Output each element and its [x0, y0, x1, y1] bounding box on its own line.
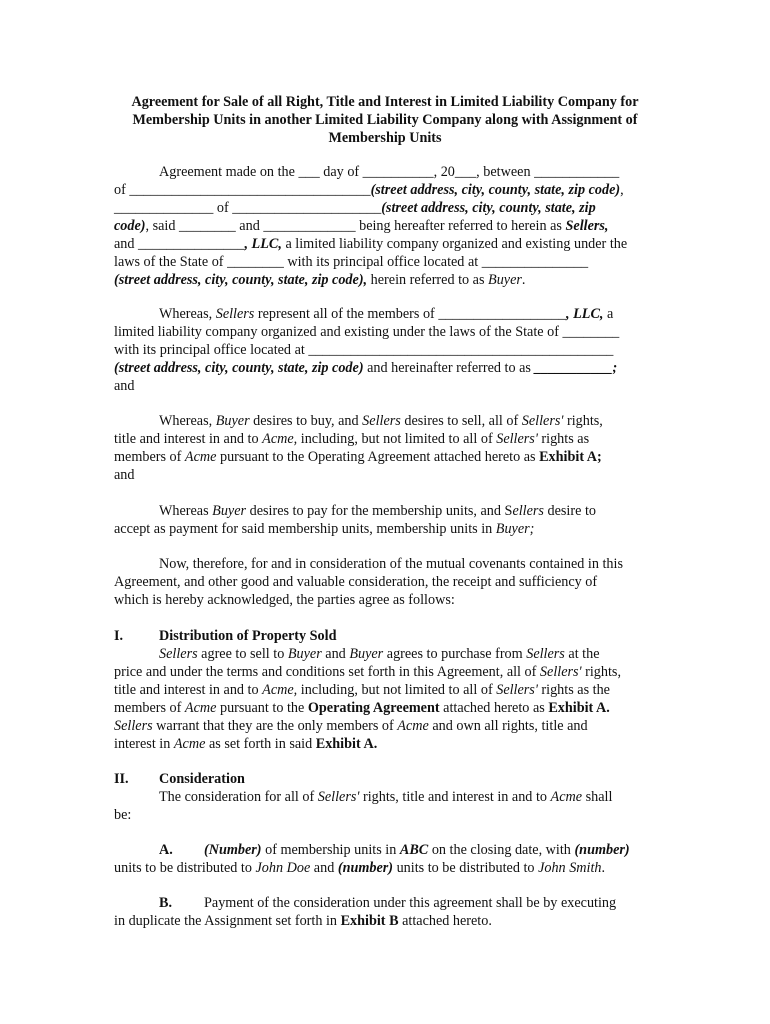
text-run: Acme — [184, 449, 217, 465]
text-run: Sellers' — [496, 682, 538, 698]
text-run: (street address, city, county, state, zip code), — [114, 272, 368, 288]
text-run: as set forth in said — [205, 736, 316, 752]
text-run: . — [601, 860, 606, 876]
text-run: accept as payment for said membership units, membership units in — [114, 521, 496, 537]
text-run: Agreement, and other good and valuable consideration, the receipt and sufficiency of — [114, 574, 598, 590]
text-run: including, but not limited to all of — [297, 682, 497, 698]
text-run: interest in — [114, 736, 174, 752]
text-run: Payment of the consideration under this agreement shall be by executing — [204, 895, 617, 911]
text-run: ___________; — [534, 360, 618, 376]
text-run: Acme — [184, 700, 217, 716]
whereas-paragraph — [114, 305, 659, 395]
text-run: attached hereto as — [439, 700, 549, 716]
text-run: Sellers — [114, 718, 153, 734]
document-title — [100, 93, 670, 147]
text-run: desires to sell, all of — [400, 413, 522, 429]
section-heading — [114, 627, 659, 645]
text-run: Acme — [550, 789, 583, 805]
text-run: . — [521, 272, 526, 288]
section-body — [114, 788, 659, 824]
section-number: II. — [114, 771, 129, 787]
intro-paragraph — [114, 163, 659, 289]
text-run: with its principal office located at ___________________________________________ — [114, 342, 614, 358]
section-title: Consideration — [159, 771, 245, 787]
text-run: Sellers' — [317, 789, 360, 805]
text-run: herein referred to as — [367, 272, 489, 288]
item-label: B. — [159, 895, 173, 911]
text-run: represent all of the members of __________________ — [254, 306, 567, 322]
text-run: a limited liability company organized and existing under the — [281, 236, 628, 252]
text-run: ellers — [512, 503, 544, 519]
text-run: attached hereto. — [398, 913, 492, 929]
text-run: code) — [114, 218, 146, 234]
text-run: John Doe — [255, 860, 311, 876]
whereas-paragraph — [114, 412, 659, 484]
text-run: , LLC, — [566, 306, 604, 322]
text-run: Sellers' — [539, 664, 582, 680]
text-run: rights as — [537, 431, 590, 447]
text-run: (street address, city, county, state, zip code) — [114, 360, 364, 376]
text-run: title and interest in and to — [114, 431, 263, 447]
text-run: including, but not limited to all of — [297, 431, 497, 447]
text-run: Exhibit A. — [548, 700, 610, 716]
text-run: Operating Agreement — [307, 700, 440, 716]
text-run: price and under the terms and conditions set forth in this Agreement, all of — [114, 664, 540, 680]
text-run: units to be distributed to — [114, 860, 256, 876]
text-run: John Smith — [538, 860, 602, 876]
now-therefore-paragraph — [114, 555, 659, 609]
text-run: and own all rights, title and — [428, 718, 588, 734]
text-run: Buyer; — [495, 521, 535, 537]
text-run: , — [620, 182, 624, 198]
text-run: of membership units in — [261, 842, 400, 858]
text-run: , LLC, — [244, 236, 282, 252]
consideration-item-a — [114, 841, 659, 877]
text-run: and _______________ — [114, 236, 245, 252]
text-run: members of — [114, 700, 185, 716]
text-run: which is hereby acknowledged, the parties agree as follows: — [114, 592, 455, 608]
text-run: be: — [114, 807, 132, 823]
text-run: shall — [582, 789, 613, 805]
text-run: Whereas, — [159, 413, 216, 429]
text-run: units to be distributed to — [393, 860, 539, 876]
consideration-item-b — [114, 894, 659, 930]
text-run: Acme — [397, 718, 429, 734]
text-run: rights, — [581, 664, 621, 680]
text-run: Exhibit A; — [539, 449, 602, 465]
text-run: desires to buy, and — [249, 413, 363, 429]
text-run: Whereas, — [159, 306, 216, 322]
text-run: ABC — [399, 842, 429, 858]
text-run: (street address, city, county, state, zip code) — [370, 182, 621, 198]
text-run: Agreement made on the ___ day of __________, 20___, between ____________ — [159, 164, 620, 180]
text-run: Acme, — [262, 682, 298, 698]
text-run: Sellers — [159, 646, 198, 662]
text-run: Now, therefore, for and in consideration of the mutual covenants contained in this — [159, 556, 623, 572]
text-run: warrant that they are the only members of — [152, 718, 398, 734]
text-run: agree to sell to — [197, 646, 288, 662]
text-run: pursuant to the Operating Agreement attached hereto as — [216, 449, 540, 465]
text-run: and hereinafter referred to as — [363, 360, 535, 376]
text-run: laws of the State of ________ with its principal office located at _______________ — [114, 254, 589, 270]
title-line: Agreement for Sale of all Right, Title and Interest in Limited Liability Company for — [131, 94, 639, 110]
text-run: Whereas — [159, 503, 213, 519]
text-run: and — [321, 646, 350, 662]
text-run: agrees to purchase from — [383, 646, 527, 662]
text-run: Acme, — [262, 431, 298, 447]
text-run: Sellers — [215, 306, 255, 322]
text-run: title and interest in and to — [114, 682, 263, 698]
text-run: rights, title and interest in and to — [359, 789, 551, 805]
text-run: (street address, city, county, state, zip — [381, 200, 596, 216]
text-run: (Number) — [204, 842, 262, 858]
text-run: Exhibit B — [340, 913, 399, 929]
section-number: I. — [114, 628, 124, 644]
text-run: desire to — [543, 503, 596, 519]
text-run: at the — [564, 646, 600, 662]
section-title: Distribution of Property Sold — [159, 628, 337, 644]
text-run: and — [310, 860, 338, 876]
title-line: Membership Units — [328, 130, 442, 146]
text-run: Buyer — [349, 646, 384, 662]
text-run: pursuant to the — [216, 700, 308, 716]
section-body — [114, 645, 659, 753]
text-run: of __________________________________ — [114, 182, 371, 198]
text-run: Acme — [173, 736, 206, 752]
text-run: (number) — [574, 842, 630, 858]
text-run: in duplicate the Assignment set forth in — [114, 913, 341, 929]
text-run: ______________ of _____________________ — [114, 200, 382, 216]
text-run: The consideration for all of — [159, 789, 318, 805]
text-run: and — [114, 467, 135, 483]
text-run: a — [603, 306, 614, 322]
text-run: desires to pay for the membership units, and S — [246, 503, 513, 519]
title-line: Membership Units in another Limited Liability Company along with Assignment of — [132, 112, 638, 128]
text-run: Sellers — [362, 413, 401, 429]
text-run: members of — [114, 449, 185, 465]
text-run: rights, — [563, 413, 603, 429]
text-run: (number) — [337, 860, 394, 876]
text-run: Buyer — [287, 646, 322, 662]
text-run: Buyer — [212, 503, 247, 519]
text-run: on the closing date, with — [428, 842, 575, 858]
text-run: rights as the — [537, 682, 610, 698]
section-heading — [114, 770, 659, 788]
text-run: Exhibit A. — [315, 736, 378, 752]
text-run: Sellers, — [565, 218, 609, 234]
text-run: , said ________ and _____________ being hereafter referred to herein as — [145, 218, 566, 234]
text-run: Buyer — [215, 413, 250, 429]
text-run: and — [114, 378, 135, 394]
text-run: Sellers' — [521, 413, 564, 429]
text-run: Sellers' — [496, 431, 538, 447]
item-label: A. — [159, 842, 173, 858]
whereas-paragraph — [114, 502, 659, 538]
text-run: Buyer — [488, 272, 522, 288]
text-run: Sellers — [526, 646, 565, 662]
text-run: limited liability company organized and existing under the laws of the State of ________ — [114, 324, 620, 340]
